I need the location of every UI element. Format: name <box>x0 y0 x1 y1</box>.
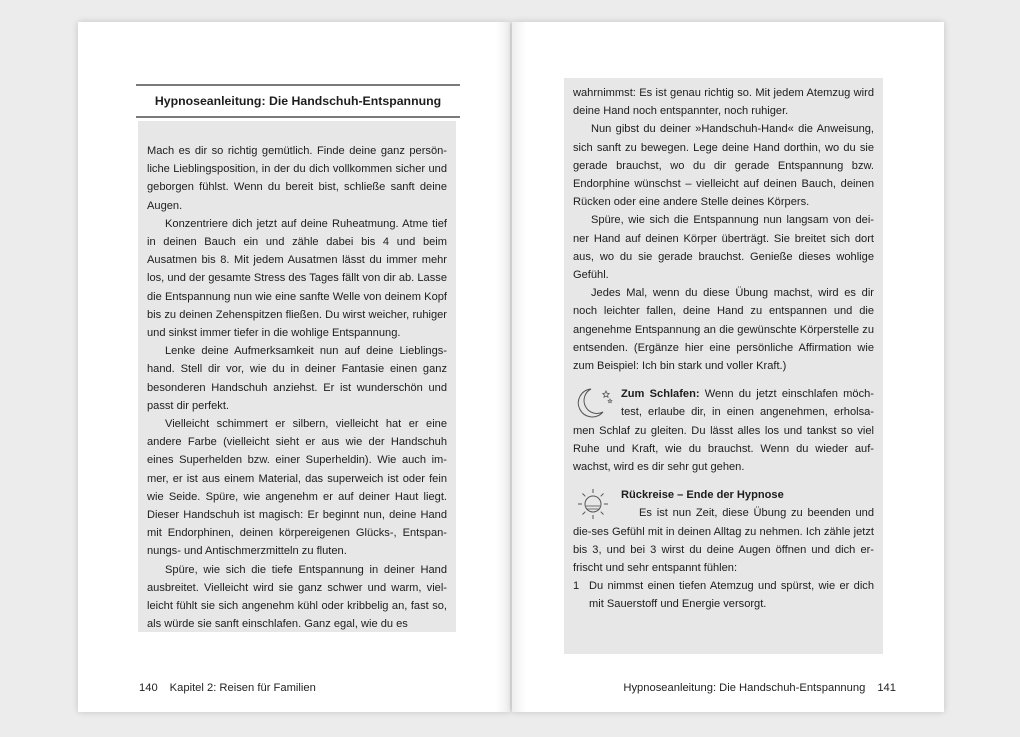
paragraph: Spüre, wie sich die Entspannung nun langsam von dei-ner Hand auf deinen Körper überträgt. Sie breitet sich dort aus, wo du sie gerade brauchst. Genieße dieses wohlige Gefühl. <box>573 214 874 282</box>
list-item <box>573 577 874 613</box>
page-number: 141 <box>877 682 896 694</box>
paragraph: Jedes Mal, wenn du diese Übung machst, wird es dir noch leichter fallen, deine Hand zu entspannen und die angenehme Entspannung an die gewünschte Körperstelle zu entsenden. (Ergänze hier eine persönliche Affirmation wie zum Beispiel: Ich bin stark und voller Kraft.) <box>573 287 874 373</box>
paragraph: Nun gibst du deiner »Handschuh-Hand« die Anweisung, sich sanft zu bewegen. Lege deine Hand dorthin, wo du sie gerade brauchst, wo du dir gerade Entspannung bzw. Endorphine wünschst – vielleicht auf deinen Bauch, deinen Rücken oder eine andere Stelle deines Körpers. <box>573 123 874 209</box>
return-text: Es ist nun Zeit, diese Übung zu beenden und die-ses Gefühl mit in deinen Alltag zu nehmen. Ich zähle jetzt bis 3, und bei 3 wirst du deine Augen öffnen und dich er-frischt und sehr entspannt fühlen: <box>573 507 874 575</box>
page-footer <box>139 682 316 694</box>
exercise-box <box>138 121 456 632</box>
page-number: 140 <box>139 682 158 694</box>
gutter-shadow <box>496 22 510 712</box>
paragraph: Spüre, wie sich die tiefe Entspannung in deiner Hand ausbreitet. Vielleicht wird sie ganz schwer und warm, viel-leicht fühlt sie sich angenehm kühl oder kribbelig an, fast so, als würde sie sanft einschlafen. Ganz egal, wie du es <box>147 563 447 631</box>
sun-icon <box>573 487 617 521</box>
page-footer <box>623 682 896 694</box>
right-page <box>512 22 944 712</box>
running-head: Hypnoseanleitung: Die Handschuh-Entspannung <box>623 682 866 694</box>
sleep-heading: Zum Schlafen: <box>621 388 700 401</box>
return-section <box>573 486 874 613</box>
paragraph: Mach es dir so richtig gemütlich. Finde deine ganz persön-liche Lieblingsposition, in der du dich vollkommen sicher und geborgen fühlst. Wenn du bereit bist, schließe sanft deine Augen. <box>147 145 447 212</box>
list-text: Du nimmst einen tiefen Atemzug und spürst, wie er dich mit Sauerstoff und Energie versorgt. <box>589 580 874 611</box>
moon-stars-icon <box>573 386 617 420</box>
left-page <box>78 22 510 712</box>
paragraph: wahrnimmst: Es ist genau richtig so. Mit jedem Atemzug wird deine Hand noch entspannter, noch ruhiger. <box>573 87 874 118</box>
return-heading: Rückreise – Ende der Hypnose <box>621 489 784 502</box>
paragraph: Konzentriere dich jetzt auf deine Ruheatmung. Atme tief in deinen Bauch ein und zähle dabei bis 4 und beim Ausatmen bis 8. Mit jedem Ausatmen lässt du immer mehr los, und der gesamte Stress des Tages fällt von dir ab. Lasse die Entspannung nun wie eine sanfte Welle von deinem Kopf bis zu deinen Zehenspitzen fließen. Du wirst weicher, ruhiger und sinkst immer tiefer in die wohlige Entspannung. <box>147 217 447 340</box>
gutter-shadow <box>512 22 526 712</box>
exercise-box-continued <box>564 78 883 654</box>
sleep-section <box>573 385 874 476</box>
paragraph: Vielleicht schimmert er silbern, vielleicht hat er eine andere Farbe (vielleicht sieht er aus wie der Handschuh eines Superhelden bzw. einer Superheldin). Wie auch im-mer, er ist aus einem Material, das superweich ist oder fein wie Seide. Spüre, wie angenehm er auf deiner Haut liegt. Dieser Handschuh ist magisch: Er beginnt nun, deine Hand mit Endorphinen, deinen körpereigenen Glücks-, Entspan-nungs- und Antischmerzmitteln zu fluten. <box>147 418 447 558</box>
paragraph: Lenke deine Aufmerksamkeit nun auf deine Lieblings-hand. Stell dir vor, wie du in deiner Fantasie einen ganz besonderen Handschuh anziehst. Er ist wunderschön und passt dir perfekt. <box>147 345 447 412</box>
list-number: 1 <box>573 580 580 593</box>
box-title: Hypnoseanleitung: Die Handschuh-Entspannung <box>136 84 460 118</box>
running-head: Kapitel 2: Reisen für Familien <box>169 682 316 694</box>
sleep-text: Wenn du jetzt einschlafen möch-test, erlaube dir, in einen angenehmen, erholsa-men Schlaf zu gleiten. Du lässt alles los und tankst so viel Ruhe und Kraft, wie du brauchst. Wenn du wieder auf-wachst, wird es dir sehr gut gehen. <box>573 388 874 474</box>
